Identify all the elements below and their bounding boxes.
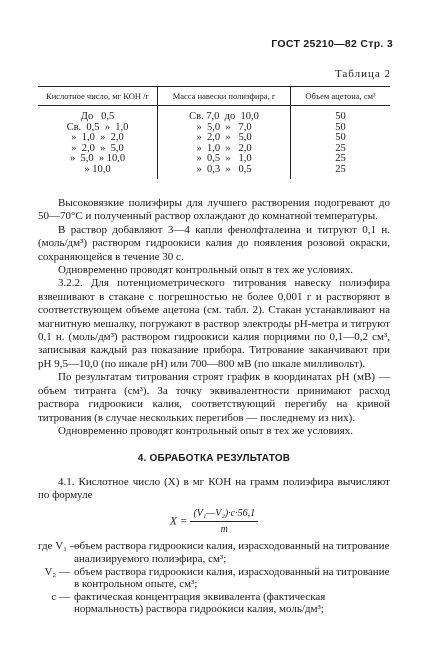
cell-text: » 1,0 » 2,0 xyxy=(196,142,252,154)
definition-symbol: с — xyxy=(51,590,70,603)
formula xyxy=(38,507,390,537)
cell-text: 25 xyxy=(335,142,346,154)
table-header-volume: Объем ацетона, см³ xyxy=(291,87,391,106)
cell-text: » 0,3 » 0,5 xyxy=(196,163,252,175)
table-row xyxy=(38,106,390,123)
section-heading: 4. ОБРАБОТКА РЕЗУЛЬТАТОВ xyxy=(137,453,291,465)
cell-acid-number xyxy=(38,165,158,180)
definition-row xyxy=(38,540,390,565)
page-header: ГОСТ 25210—82 Стр. 3 xyxy=(271,38,393,50)
cell-text: 25 xyxy=(335,153,346,164)
cell-text: » 5,0 » 10,0 xyxy=(69,153,126,164)
paragraph: По результатам титрования строят график в координатах рН (мВ) — объем титранта (см³). За точку эквивалентности принимают расход раствора гидроокиси калия, соответствующий перегибу на кривой титрования (в случае нескольких перегибов — последнему из них). xyxy=(38,371,390,424)
cell-text: Св. 0,5 » 1,0 xyxy=(66,121,129,133)
cell-acetone-volume xyxy=(291,154,391,165)
data-table xyxy=(38,86,390,179)
cell-text: » 2,0 » 5,0 xyxy=(71,142,124,154)
paragraph: Высоковязкие полиэфиры для лучшего растворения подогревают до 50—70°С и полученный раствор охлаждают до комнатной температуры. xyxy=(38,197,390,223)
table-row xyxy=(38,154,390,165)
table-title: Таблица 2 xyxy=(334,68,391,80)
definition-text: объем раствора гидроокиси калия, израсходованный на титрование анализируемого полиэфира, см³; xyxy=(74,540,390,565)
cell-acid-number xyxy=(38,106,158,123)
cell-text: 50 xyxy=(335,121,346,133)
cell-text: До 0,5 xyxy=(80,111,115,122)
table-row xyxy=(38,133,390,144)
cell-text: » 0,5 » 1,0 xyxy=(196,153,252,164)
definition-row xyxy=(38,591,390,616)
cell-acetone-volume xyxy=(291,165,391,180)
paragraph: 4.1. Кислотное число (X) в мг КОН на грамм полиэфира вычисляют по формуле xyxy=(38,475,390,502)
cell-acetone-volume xyxy=(291,106,391,123)
formula-numerator: (V₁—V₂)·c·56,1 xyxy=(190,507,258,522)
cell-sample-mass xyxy=(158,133,291,144)
table-header-mass: Масса навески полиэфира, г xyxy=(158,87,291,106)
cell-acid-number xyxy=(38,133,158,144)
cell-text: 50 xyxy=(335,111,346,122)
cell-sample-mass xyxy=(158,106,291,123)
definition-text: объем раствора гидроокиси калия, израсходованный на титрование в контрольном опыте, см³; xyxy=(74,565,390,591)
cell-text: » 10,0 xyxy=(84,163,111,175)
cell-text: Св. 7,0 до 10,0 xyxy=(189,111,259,122)
cell-text: 50 xyxy=(335,132,346,143)
cell-acetone-volume xyxy=(291,133,391,144)
table-body xyxy=(38,106,390,180)
cell-text: » 2,0 » 5,0 xyxy=(196,132,252,143)
formula-lhs: X = xyxy=(169,515,188,528)
definition-text: фактическая концентрация эквивалента (фактическая нормальность) раствора гидроокиси калия, моль/дм³; xyxy=(74,590,326,616)
definition-symbol: V₂ — xyxy=(44,565,70,578)
paragraph: 3.2.2. Для потенциометрического титрования навеску полиэфира взвешивают в стакане с погрешностью не более 0,001 г и растворяют в соответствующем объеме ацетона (см. табл. 2). Стакан устанавливают на магнитную мешалку, погружают в раствор электроды рН-метра и титруют 0,1 н. (моль/дм³) раствором гидроокиси калия порциями по 0,1—0,2 см³, записывая каждый раз показание прибора. Титрование заканчивают при рН 9,5—10,0 (по шкале рН) или 700—800 мВ (по шкале милливольт). xyxy=(38,277,390,370)
definition-row xyxy=(38,566,390,591)
formula-fraction xyxy=(190,507,258,537)
cell-text: 25 xyxy=(335,163,346,175)
cell-sample-mass xyxy=(158,165,291,180)
cell-text: » 1,0 » 2,0 xyxy=(71,132,124,143)
cell-text: » 5,0 » 7,0 xyxy=(196,121,252,133)
document-body xyxy=(38,197,390,616)
table-header-acid: Кислотное число, мг КОН /г xyxy=(38,87,158,106)
definition-symbol: где V₁ — xyxy=(38,540,81,553)
paragraph: Одновременно проводят контрольный опыт в тех же условиях. xyxy=(58,424,353,437)
paragraph: Одновременно проводят контрольный опыт в тех же условиях. xyxy=(58,264,353,277)
table-row xyxy=(38,165,390,180)
cell-sample-mass xyxy=(158,154,291,165)
formula-denominator: m xyxy=(220,523,228,535)
definitions-list xyxy=(38,540,390,616)
paragraph: В раствор добавляют 3—4 капли фенолфталеина и титруют 0,1 н. (моль/дм³) раствором гидроокиси калия до появления розовой окраски, сохраняющейся в течение 30 с. xyxy=(38,223,390,263)
cell-acid-number xyxy=(38,154,158,165)
